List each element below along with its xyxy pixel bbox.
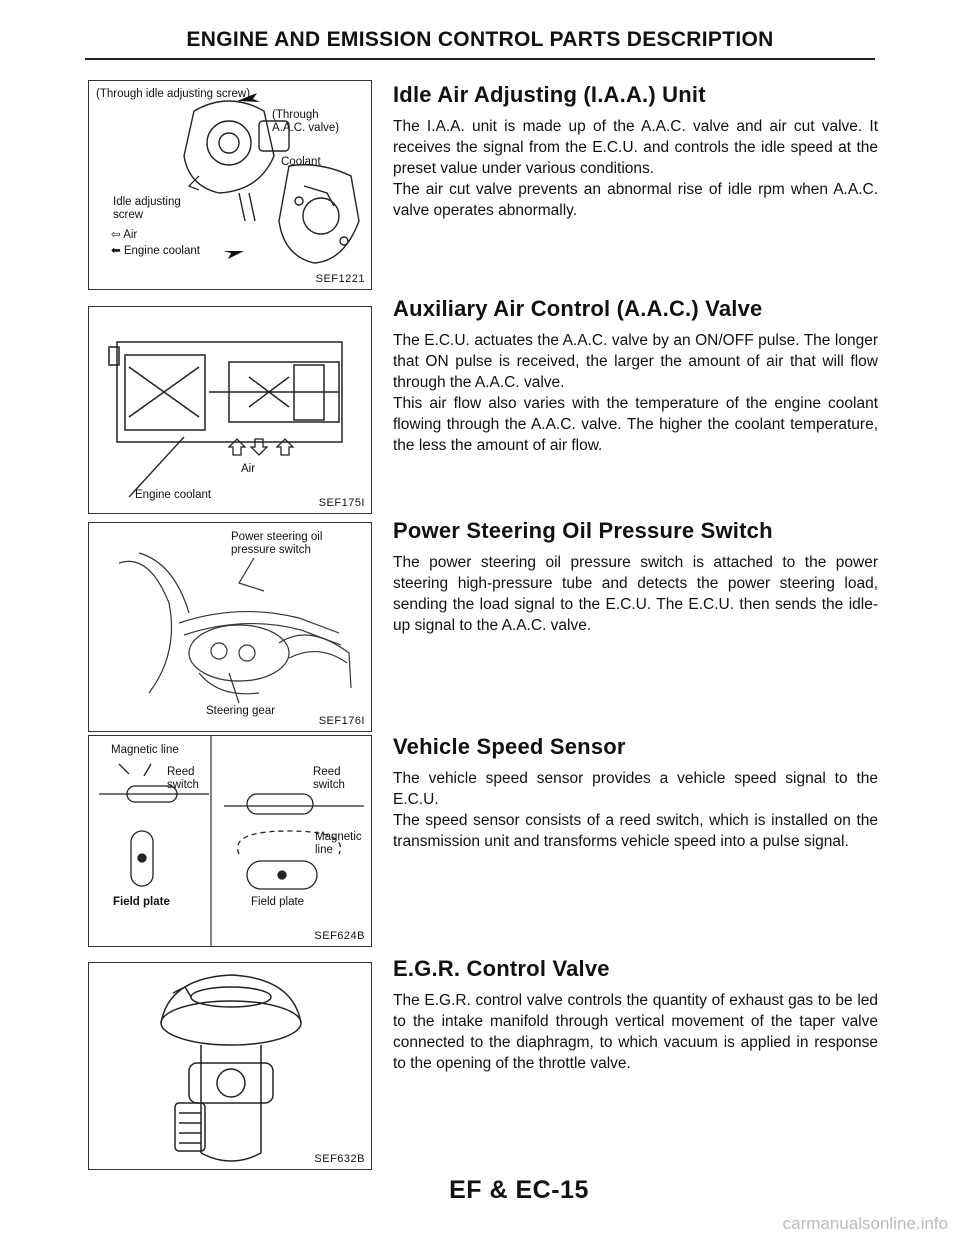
figure-code: SEF175I	[318, 497, 365, 509]
section-paragraph: The vehicle speed sensor provides a vehicle speed signal to the E.C.U.	[393, 770, 878, 808]
label-through-idle-screw: (Through idle adjusting screw)	[96, 88, 251, 100]
label-field-plate-right: Field plate	[251, 896, 305, 908]
air-arrow-icon: ⇦	[111, 229, 121, 241]
label-reed-switch-right: Reed switch	[313, 766, 345, 791]
figure-code: SEF624B	[314, 930, 365, 942]
label-idle-adjusting-screw: Idle adjusting screw	[113, 196, 181, 221]
section-title: E.G.R. Control Valve	[393, 956, 610, 981]
page-number: EF & EC-15	[449, 1176, 589, 1204]
label-magnetic-line-right: Magnetic line	[315, 831, 362, 856]
page-header: ENGINE AND EMISSION CONTROL PARTS DESCRIPTION	[186, 28, 774, 51]
section-paragraph: The speed sensor consists of a reed switch, which is installed on the transmission unit and transforms vehicle speed into a pulse signal.	[393, 812, 878, 850]
section-title: Auxiliary Air Control (A.A.C.) Valve	[393, 296, 763, 321]
label-reed-switch-left: Reed switch	[167, 766, 199, 791]
aac-valve-drawing	[89, 307, 372, 514]
header-rule	[85, 58, 875, 60]
figure-aac-valve	[88, 306, 372, 514]
label-through-aac-valve: (Through A.A.C. valve)	[272, 109, 340, 134]
label-steering-gear: Steering gear	[206, 705, 276, 717]
section-paragraph: The power steering oil pressure switch is attached to the power steering high-pressure tube and detects the power steering load, sending the load signal to the E.C.U. The E.C.U. then sends the idle-up signal to the A.A.C. valve.	[393, 554, 878, 634]
section-paragraph: The E.C.U. actuates the A.A.C. valve by an ON/OFF pulse. The longer that ON pulse is received, the larger the amount of air that will flow through the A.A.C. valve.	[393, 332, 878, 391]
section-power-steering-switch	[393, 518, 878, 636]
figure-code: SEF632B	[314, 1153, 365, 1165]
section-paragraph: The I.A.A. unit is made up of the A.A.C. valve and air cut valve. It receives the signal from the E.C.U. and controls the idle speed at the preset value under various conditions.	[393, 118, 878, 177]
label-power-steering-switch: Power steering oil pressure switch	[231, 531, 323, 556]
section-paragraph: The E.G.R. control valve controls the quantity of exhaust gas to be led to the intake manifold through vertical movement of the taper valve connected to the diaphragm, to which vacuum is applied in response to the opening of the throttle valve.	[393, 992, 878, 1072]
label-magnetic-line-left: Magnetic line	[111, 744, 179, 756]
watermark: carmanualsonline.info	[782, 1214, 948, 1233]
label-coolant: Coolant	[281, 156, 321, 168]
section-title: Power Steering Oil Pressure Switch	[393, 518, 773, 543]
figure-egr-valve	[88, 962, 372, 1170]
figure-code: SEF1221	[315, 273, 365, 285]
figure-code: SEF176I	[318, 715, 365, 727]
label-engine-coolant: Engine coolant	[135, 489, 212, 501]
legend-air: ⇦ Air	[111, 229, 138, 241]
section-egr-valve	[393, 956, 878, 1074]
figure-power-steering-switch	[88, 522, 372, 732]
section-paragraph: This air flow also varies with the temperature of the engine coolant flowing through the A.A.C. valve. The higher the coolant temperature, the less the amount of air flow.	[393, 395, 878, 454]
figure-vehicle-speed-sensor	[88, 735, 372, 947]
egr-valve-drawing	[89, 963, 372, 1170]
figure-iaa-unit	[88, 80, 372, 290]
coolant-arrow-icon: ⬅	[111, 245, 121, 257]
section-vehicle-speed-sensor	[393, 734, 878, 852]
label-air: Air	[241, 463, 256, 475]
section-paragraph: The air cut valve prevents an abnormal rise of idle rpm when A.A.C. valve operates abnormally.	[393, 181, 878, 219]
section-title: Idle Air Adjusting (I.A.A.) Unit	[393, 82, 706, 107]
section-iaa-unit	[393, 82, 878, 221]
label-field-plate-left: Field plate	[113, 896, 170, 908]
section-aac-valve	[393, 296, 878, 456]
legend-engine-coolant: ⬅ Engine coolant	[111, 245, 200, 257]
section-title: Vehicle Speed Sensor	[393, 734, 626, 759]
